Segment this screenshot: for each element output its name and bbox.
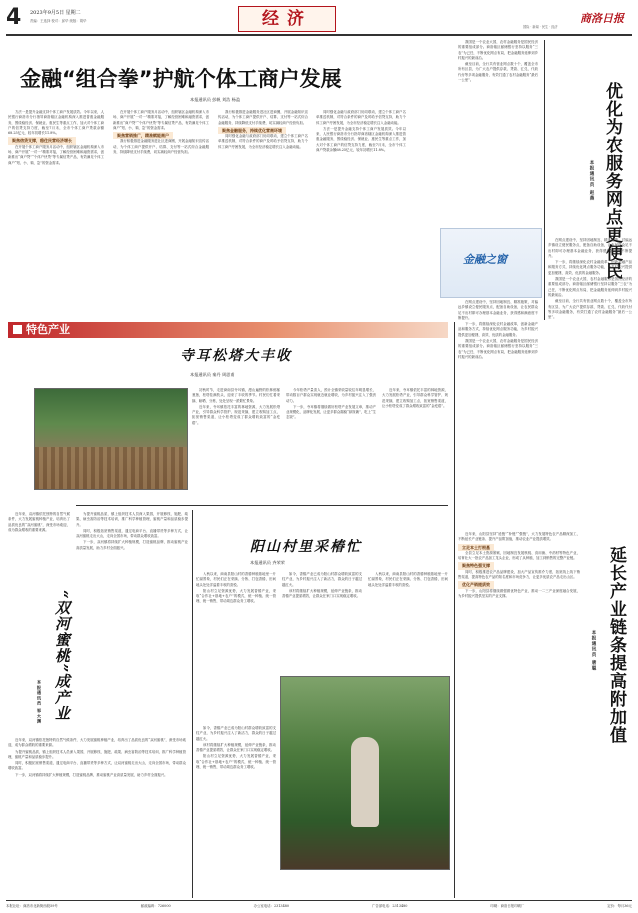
right-bottom-para-4: 下一步，山阳县将继续做强做优特色产业，推动一二三产业深度融合发展，为乡村振兴提供坚实的产业支撑。 [458, 588, 580, 598]
art1-byline: 本报通讯员 秦丹 周思甫 [190, 372, 235, 377]
art3-para-3: 同时，积极拓宽销售渠道，通过电商平台、直播带货等多种方式，让双河蜜桃走出大山，走向全国市场，带动群众增收致富。 [76, 528, 188, 539]
art3-byline: 本报通讯员 邹大渊 [37, 680, 42, 724]
lead-col-4 [316, 110, 406, 302]
art2-para-1: 入秋以来，商南县阳山村的香椿种植基地里一片忙碌景象，村民们正在采摘、分拣、打包香椿，田间地头处处洋溢着丰收的喜悦。 [196, 572, 276, 587]
art1-para-4: 下一步，寺耳镇将继续做好松塔产业发展文章，推动产业规模化、品牌化发展，让更多群众端稳“绿饭碗”，吃上“生态饭”。 [286, 404, 376, 420]
art1-photo-field [35, 447, 187, 489]
art2-col-c [368, 572, 448, 652]
header-editor-line: 责编：王选择 校对：邱华 统版：胡华 [30, 19, 87, 23]
header-date: 2023年9月5日 星期二 [30, 10, 81, 16]
art2-para-1b: 入秋以来，商南县阳山村的香椿种植基地里一片忙碌景象，村民们正在采摘、分拣、打包香椿，田间地头处处洋溢着丰收的喜悦。 [368, 572, 448, 587]
right-bottom-subhead-3: 优化产销提质效 [458, 581, 494, 588]
footer-rule [6, 900, 632, 901]
feature-section-banner [8, 322, 448, 338]
right-top-para-3: 在网点建设中，坚持因地制宜、精准施策，对偏远乡镇设立便民服务点，配备自助设备，让农民群众足不出村即可办理基本金融业务，获得感和满意度不断提升。 [548, 238, 632, 258]
art1-para-3: 今年松塔产量喜人，预计全镇采收量较往年明显增长，带动数百户群众实现就近就业增收，为乡村振兴注入了强劲动力。 [286, 388, 376, 403]
feature-mid-rule [76, 505, 448, 506]
right-mid-para-1: 我国是一个农业大国，农村金融服务是国民经济的重要组成部分。商洛辖区邮储银行坚持以服务“三农”为己任，不断优化网点布局，把金融服务延伸到乡村振兴的最前沿。 [458, 339, 538, 359]
art3-para-1b: 近年来，双河镇依托独特的自然气候条件，大力发展蜜桃种植产业，培育出了品质优良的“双河蜜桃”，深受市场欢迎，成为群众增收的重要来源。 [8, 738, 186, 748]
right-top-para-1: 我国是一个农业大国，农村金融服务是国民经济的重要组成部分。商洛辖区邮储银行坚持以服务“三农”为己任，不断优化网点布局，把金融服务延伸到乡村振兴的最前沿。 [458, 40, 538, 60]
lead-subhead-1: 聚焦信贷支撑，稳住民营经济增长 [8, 137, 76, 144]
lead-col-3 [218, 110, 308, 302]
art1-col-a [192, 388, 280, 498]
art2-para-2: 阳山村立足资源优势，大力发展香椿产业，采取“合作社+基地+农户”的模式，统一种植、统一管理、统一销售，带动周边群众务工增收。 [196, 588, 276, 604]
art3-headline: “双河蜜桃”成产业 [53, 590, 71, 722]
right-bottom-subhead-2: 聚焦特色强支撑 [458, 562, 494, 569]
footer-office-phone: 办公室电话：2313480 [253, 904, 290, 908]
header-meta-right: 国际 · 新闻 · 民生 · 经济 [523, 25, 558, 29]
art3-col-c [8, 738, 186, 898]
art1-para-2: 近年来，寺耳镇依托丰富的林地资源，大力发展松塔产业，引导群众科学管护、规范采摘，建立收购加工点，拓宽销售渠道，让小松塔变成了群众增收致富的“金疙瘩”。 [192, 404, 280, 425]
right-bottom-para-1: 近年来，山阳县坚持“延链”“补链”“强链”，大力发展特色农产品精深加工，不断延长产业链条、提升产品附加值，推动农业产业提质增效。 [458, 532, 580, 542]
lead-para-4b: 同时强化金融与政府部门协同联动，建立个体工商户名单推送机制，对符合条件的商户及时给予信贷支持，助力个体工商户纾困发展，为全市经济稳定增长注入金融动能。 [316, 110, 406, 125]
art3-para-4b: 下一步，双河镇将持续扩大种植规模，打造蜜桃品牌，推动蜜桃产业高质量发展，助力乡村全面振兴。 [15, 772, 168, 777]
art2-headline: 阳山村里采椿忙 [250, 539, 362, 555]
art3-col-b [76, 512, 188, 734]
right-top-para-1b: 我国是一个农业大国，农村金融服务是国民经济的重要组成部分。商洛辖区邮储银行坚持以服务“三农”为己任，不断优化网点布局，把金融服务延伸到乡村振兴的最前沿。 [548, 277, 632, 297]
lead-col-2 [113, 110, 209, 302]
art2-para-3b: 如今，香椿产业已成为阳山村群众增收致富的支柱产业，为乡村振兴注入了新活力，群众的日子越过越红火。 [196, 726, 276, 741]
footer-printer: 印刷：商洛日报印刷厂 [490, 904, 525, 908]
lead-subhead-2: 聚焦营销推广，精准赋能商户 [113, 132, 173, 139]
art3-para-2: 为提升蜜桃品质，镇上组织技术人员深入果园，开展修枝、施肥、疏果、病虫害防治等技术培训，推广科学种植管理，蜜桃产量和品质稳步提升。 [76, 512, 188, 527]
art3-para-2b: 为提升蜜桃品质，镇上组织技术人员深入果园，开展修枝、施肥、疏果、病虫害防治等技术培训，推广科学种植管理，蜜桃产量和品质稳步提升。 [8, 749, 186, 759]
right-top-para-2b: 截至目前，全行共有营业网点数十个，覆盖全市所有区县，为广大农户提供存款、贷款、汇兑、代收代付等多项金融服务，有效打通了农村金融服务“最后一公里”。 [548, 299, 632, 320]
right-bottom-col-a [458, 532, 580, 894]
art1-col-c [382, 388, 448, 498]
page-number: 4 [6, 5, 22, 30]
lead-headline: 金融“组合拳”护航个体工商户发展 [20, 67, 342, 91]
art2-para-2b: 阳山村立足资源优势，大力发展香椿产业，采取“合作社+基地+农户”的模式，统一种植、统一管理、统一销售，带动周边群众务工增收。 [196, 754, 276, 770]
footer-line [6, 903, 632, 908]
art1-para-1: 初秋时节，走进商南县寺耳镇，漫山遍野的松林郁郁葱葱，松塔挂满枝头，迎来了丰收的季节。村民们忙着采摘、晾晒、分拣，处处呈现一派繁忙景象。 [192, 388, 280, 403]
art2-col-a [196, 572, 276, 722]
right-bottom-para-2: 全县立足本土资源禀赋，因地制宜发展核桃、食用菌、中药材等特色产业，培育壮大一批农产品加工龙头企业，形成了从种植、加工到销售的完整产业链。 [458, 550, 580, 561]
art2-para-4b: 该村将继续扩大种植规模，延伸产业链条，推动香椿产业提质增效，让群众在家门口实现稳定增收。 [196, 742, 276, 753]
art3-para-4: 下一步，双河镇将持续扩大种植规模，打造蜜桃品牌，推动蜜桃产业高质量发展，助力乡村全面振兴。 [76, 540, 188, 550]
lead-para-3b: 我行积极推进金融服务进社区进商圈，开展金融知识宣传活动，为个体工商户提供开户、结算、支付等一站式综合金融服务，持续降低支付手续费，切实减轻商户经营负担。 [218, 110, 308, 125]
newspaper-logo: 商洛日报 [580, 12, 624, 25]
section-title: 经济 [262, 9, 312, 29]
right-top-text-col-b [548, 238, 632, 518]
right-bottom-para-3: 同时，积极推进农产品品牌建设，加大产品宣传推介力度，拓宽线上线下销售渠道，提高特色农产品的知名度和市场竞争力，让更多优质农产品走出山区。 [458, 569, 580, 580]
right-top-para-4: 下一步，将继续深化农村金融改革，创新金融产品和服务方式，持续优化网点服务功能，为乡村振兴提供更加便捷、高效、优质的金融服务。 [548, 260, 632, 275]
art2-para-3: 如今，香椿产业已成为阳山村群众增收致富的支柱产业，为乡村振兴注入了新活力，群众的日子越过越红火。 [282, 572, 362, 587]
art1-para-2b: 近年来，寺耳镇依托丰富的林地资源，大力发展松塔产业，引导群众科学管护、规范采摘，建立收购加工点，拓宽销售渠道，让小松塔变成了群众增收致富的“金疙瘩”。 [382, 388, 448, 408]
lead-para-4: 同时强化金融与政府部门协同联动，建立个体工商户名单推送机制，对符合条件的商户及时给予信贷支持，助力个体工商户纾困发展，为全市经济稳定增长注入金融动能。 [218, 134, 308, 149]
art1-headline: 寺耳松塔大丰收 [180, 348, 292, 364]
art2-photo-person [351, 737, 379, 827]
lead-para-1b: 方法一是提升金融支持个体工商户发展质效。今年以来，人民银行商洛市分行指导商洛辖区金融机构深入推进普惠金融服务，围绕稳经济、保就业、惠民生等重点工作，加大对个体工商户的信贷支持力度，截至7月末，全市个体工商户贷款余额68.25亿元，较年初增长11.8%。 [316, 126, 406, 153]
feature-section-label: 特色产业 [26, 323, 70, 336]
lead-para-3: 我行积极推进金融服务进社区进商圈，开展金融知识宣传活动，为个体工商户提供开户、结算、支付等一站式综合金融服务，持续降低支付手续费，切实减轻商户经营负担。 [113, 139, 209, 155]
right-bottom-headline: 延长产业链条提高附加值 [606, 546, 626, 744]
right-mid-para-3: 在网点建设中，坚持因地制宜、精准施策，对偏远乡镇设立便民服务点，配备自助设备，让农民群众足不出村即可办理基本金融业务，获得感和满意度不断提升。 [458, 300, 538, 320]
art3-divider [192, 510, 193, 898]
lead-para-1: 方法一是提升金融支持个体工商户发展质效。今年以来，人民银行商洛市分行指导商洛辖区金融机构深入推进普惠金融服务，围绕稳经济、保就业、惠民生等重点工作，加大对个体工商户的信贷支持力度，截至7月末，全市个体工商户贷款余额68.25亿元，较年初增长11.8%。 [8, 110, 104, 136]
lead-right-divider [544, 40, 545, 320]
right-top-text-col-a [458, 40, 538, 226]
footer-postcode: 邮政编码：726000 [140, 904, 171, 908]
section-banner [238, 6, 336, 32]
art1-col-b [286, 388, 376, 498]
right-mid-para-4: 下一步，将继续深化农村金融改革，创新金融产品和服务方式，持续优化网点服务功能，为乡村振兴提供更加便捷、高效、优质的金融服务。 [458, 322, 538, 337]
right-bottom-byline: 本报通讯员 唐聪 [591, 630, 596, 672]
art1-photo [34, 388, 188, 490]
lead-para-2: 在开展个体工商户服务月活动中，组织辖区金融机构深入市场、商户开展“一对一”精准对接，了解经营困难和融资需求，创新推出“商户贷”“个体户快贷”等专属信贷产品，有效满足个体工商户“短、小、频、急”的资金需求。 [8, 144, 104, 165]
right-top-byline: 本报通讯员 赵燕 [589, 160, 594, 202]
right-mid-text-col [458, 300, 538, 530]
feature-square-icon [13, 325, 22, 334]
finance-window-graphic [440, 228, 542, 298]
right-top-para-2: 截至目前，全行共有营业网点数十个，覆盖全市所有区县，为广大农户提供存款、贷款、汇兑、代收代付等多项金融服务，有效打通了农村金融服务“最后一公里”。 [458, 62, 538, 83]
footer-address: 本报社址：商洛市北新街西段59号 [6, 904, 58, 908]
footer-price: 定价：每月36元 [607, 904, 632, 908]
art2-para-4: 该村将继续扩大种植规模，延伸产业链条，推动香椿产业提质增效，让群众在家门口实现稳定增收。 [282, 588, 362, 599]
feature-right-divider [454, 322, 455, 898]
lead-subhead-3: 聚焦金融服务，持续优化营商环境 [218, 127, 286, 134]
art2-byline: 本报通讯员 齐荣荣 [250, 560, 285, 565]
right-bottom-subhead-1: 立足本土打根基 [458, 544, 494, 551]
lead-byline: 本报通讯员 彭帆 刘浩 杨盈 [190, 97, 241, 102]
right-top-headline: 优化为农服务网点更便民 [602, 82, 622, 280]
header-rule [6, 34, 632, 36]
art3-para-1: 近年来，双河镇依托独特的自然气候条件，大力发展蜜桃种植产业，培育出了品质优良的“双河蜜桃”，深受市场欢迎，成为群众增收的重要来源。 [8, 512, 70, 532]
finance-window-caption: 金融之窗 [463, 253, 507, 266]
art2-photo [280, 676, 450, 870]
lead-col-1 [8, 110, 104, 302]
art3-para-3b: 同时，积极拓宽销售渠道，通过电商平台、直播带货等多种方式，让双河蜜桃走出大山，走向全国市场，带动群众增收致富。 [8, 761, 186, 771]
art3-col-a [8, 512, 70, 600]
lead-para-2b: 在开展个体工商户服务月活动中，组织辖区金融机构深入市场、商户开展“一对一”精准对接，了解经营困难和融资需求，创新推出“商户贷”“个体户快贷”等专属信贷产品，有效满足个体工商户“短、小、频、急”的资金需求。 [113, 110, 209, 130]
footer-ad-phone: 广告部电话：2313480 [372, 904, 408, 908]
art2-col-d [196, 726, 276, 894]
